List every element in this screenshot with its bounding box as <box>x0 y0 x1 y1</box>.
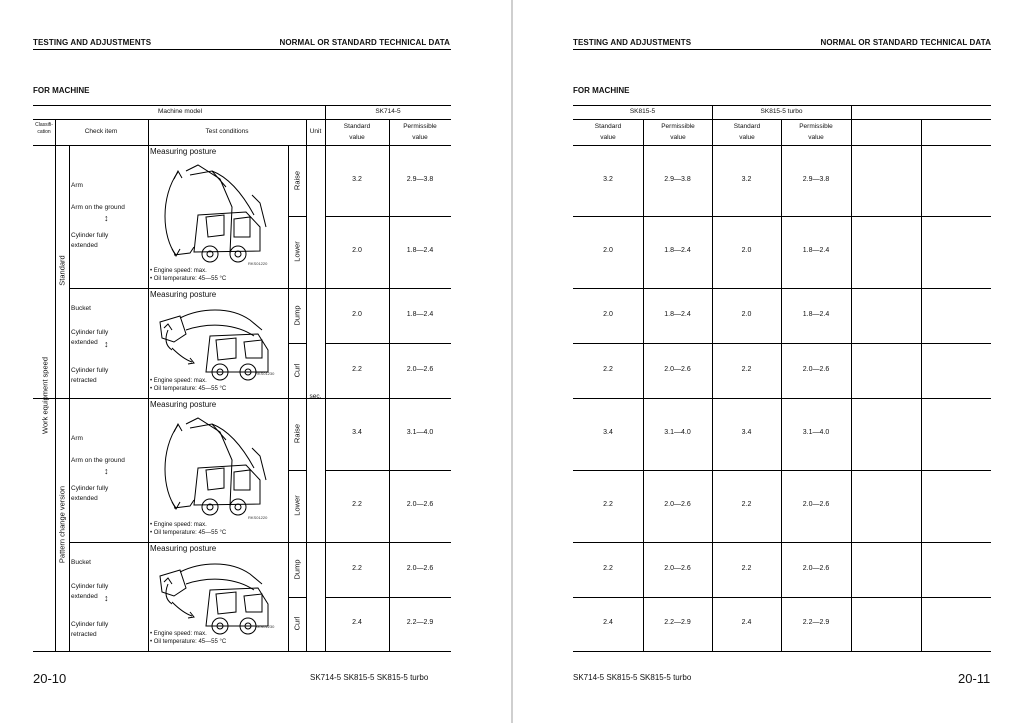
work-equipment-speed-label: Work equipment speed <box>40 357 50 434</box>
table-hline <box>288 343 306 344</box>
table-hline <box>325 343 451 344</box>
measuring-posture-label: Measuring posture <box>150 400 217 409</box>
check-item: Bucket <box>71 559 91 566</box>
permissible-value: 2.0—2.6 <box>664 365 691 373</box>
condition-oil-temperature: • Oil temperature: 45—55 °C <box>150 386 227 392</box>
table-hline <box>325 216 451 217</box>
permissible-value: 1.8—2.4 <box>802 310 830 318</box>
value-header: Standard value <box>733 123 761 141</box>
standard-value: 3.2 <box>741 175 752 183</box>
condition-oil-temperature: • Oil temperature: 45—55 °C <box>150 530 227 536</box>
table-hline <box>573 398 991 399</box>
standard-value-header: Standard value <box>343 123 371 141</box>
table-hline <box>33 651 451 652</box>
standard-value: 2.0 <box>741 310 752 318</box>
measuring-posture-label: Measuring posture <box>150 290 217 299</box>
standard-value: 2.0 <box>603 247 613 254</box>
check-item-header: Check item <box>84 128 118 135</box>
standard-value: 3.4 <box>741 429 752 436</box>
table-hline <box>573 343 991 344</box>
permissible-value: 1.8—2.4 <box>406 310 434 318</box>
standard-value: 2.0 <box>352 310 362 318</box>
operation-label: Raise <box>292 423 302 444</box>
permissible-value: 1.8—2.4 <box>664 247 691 254</box>
table-hline <box>325 597 451 598</box>
check-item: Cylinder fully retracted <box>71 367 109 384</box>
figure-id: RKS01230 <box>255 624 275 629</box>
table-hline <box>325 288 451 289</box>
section-header-left: TESTING AND ADJUSTMENTS <box>573 38 692 47</box>
condition-oil-temperature: • Oil temperature: 45—55 °C <box>150 639 227 645</box>
header-rule <box>573 49 991 50</box>
table-hline <box>573 470 991 471</box>
standard-value: 3.2 <box>352 175 362 183</box>
table-vline <box>306 119 307 651</box>
model-name: SK714-5 <box>375 108 401 115</box>
table-hline <box>573 542 991 543</box>
standard-value: 2.2 <box>741 365 752 373</box>
page-number: 20-10 <box>33 671 67 686</box>
permissible-value: 2.9—3.8 <box>406 175 434 183</box>
model-name-sk815: SK815-5 <box>629 108 656 115</box>
table-hline <box>325 470 451 471</box>
table-hline <box>573 651 991 652</box>
footer-models: SK714-5 SK815-5 SK815-5 turbo <box>310 673 429 682</box>
machine-figure-bucket-dump <box>150 300 286 382</box>
left-page <box>0 0 511 723</box>
classification-standard: Standard <box>57 255 67 286</box>
machine-figure-arm-raise <box>150 157 286 275</box>
check-item: Arm <box>71 182 83 189</box>
check-item: Cylinder fully extended <box>71 329 109 346</box>
permissible-value: 2.0—2.6 <box>406 365 434 373</box>
table-vline <box>69 145 70 651</box>
permissible-value: 2.9—3.8 <box>802 175 830 183</box>
permissible-value: 2.0—2.6 <box>802 501 830 508</box>
footer-models: SK714-5 SK815-5 SK815-5 turbo <box>573 673 692 682</box>
permissible-value-header: Permissible value <box>403 123 437 141</box>
machine-figure-arm-raise <box>150 410 286 528</box>
table-hline <box>573 288 991 289</box>
permissible-value: 2.0—2.6 <box>406 501 434 508</box>
table-hline <box>325 542 451 543</box>
section-header-left: TESTING AND ADJUSTMENTS <box>33 38 152 47</box>
table-hline <box>288 216 306 217</box>
table-vline <box>148 119 149 651</box>
page-number: 20-11 <box>958 671 991 686</box>
permissible-value: 1.8—2.4 <box>802 247 830 254</box>
standard-value: 2.2 <box>603 564 613 572</box>
permissible-value: 2.0—2.6 <box>664 564 691 572</box>
measuring-posture-label: Measuring posture <box>150 147 217 156</box>
section-title: FOR MACHINE <box>33 86 90 95</box>
standard-value: 2.4 <box>352 619 362 626</box>
section-title: FOR MACHINE <box>573 86 630 95</box>
model-name-sk815-turbo: SK815-5 turbo <box>760 108 803 115</box>
table-hline <box>573 119 991 120</box>
operation-label: Raise <box>292 170 302 190</box>
standard-value: 3.2 <box>603 175 613 183</box>
table-hline <box>573 145 991 146</box>
table-hline <box>288 597 306 598</box>
value-header: Standard value <box>594 123 622 141</box>
test-conditions-header: Test conditions <box>205 128 249 135</box>
standard-value: 2.4 <box>603 619 613 626</box>
table-hline <box>288 470 306 471</box>
check-item: Cylinder fully extended <box>71 583 109 600</box>
condition-engine-speed: • Engine speed: max. <box>150 378 207 384</box>
standard-value: 2.0 <box>741 247 752 254</box>
table-vline <box>851 119 852 651</box>
standard-value: 3.4 <box>352 429 362 436</box>
operation-label: Curl <box>292 363 302 377</box>
standard-value: 3.4 <box>603 429 613 436</box>
permissible-value: 2.0—2.6 <box>802 564 830 572</box>
unit-value: sec. <box>309 393 322 400</box>
permissible-value: 1.8—2.4 <box>406 247 434 254</box>
permissible-value: 1.8—2.4 <box>664 310 691 318</box>
standard-value: 2.2 <box>741 501 752 508</box>
condition-engine-speed: • Engine speed: max. <box>150 268 207 274</box>
condition-engine-speed: • Engine speed: max. <box>150 631 207 637</box>
standard-value: 2.2 <box>603 365 613 373</box>
permissible-value: 2.9—3.8 <box>664 175 691 183</box>
double-arrow-icon: ↕ <box>104 213 109 223</box>
header-rule <box>33 49 451 50</box>
standard-value: 2.2 <box>352 564 362 572</box>
permissible-value: 2.2—2.9 <box>664 619 691 626</box>
check-item: Cylinder fully extended <box>71 232 109 249</box>
table-hline <box>573 597 991 598</box>
table-hline <box>573 105 991 106</box>
unit-header: Unit <box>309 128 322 135</box>
right-page <box>513 0 1024 723</box>
figure-id: RKS01230 <box>255 371 275 376</box>
classification-header: Classifi- cation <box>35 122 53 135</box>
table-hline <box>69 288 325 289</box>
table-vline <box>851 105 852 119</box>
value-header: Permissible value <box>799 123 833 141</box>
permissible-value: 3.1—4.0 <box>406 429 434 436</box>
permissible-value: 2.0—2.6 <box>406 564 434 572</box>
table-vline <box>921 119 922 651</box>
operation-label: Lower <box>292 495 302 516</box>
operation-label: Dump <box>292 305 302 326</box>
figure-id: RKS01220 <box>248 515 268 520</box>
check-item: Cylinder fully extended <box>71 485 109 502</box>
operation-label: Dump <box>292 559 302 580</box>
section-header-right: NORMAL OR STANDARD TECHNICAL DATA <box>279 38 450 47</box>
condition-oil-temperature: • Oil temperature: 45—55 °C <box>150 276 227 282</box>
check-item: Cylinder fully retracted <box>71 621 109 638</box>
standard-value: 2.0 <box>352 247 362 254</box>
table-hline <box>33 105 451 106</box>
permissible-value: 3.1—4.0 <box>802 429 830 436</box>
section-header-right: NORMAL OR STANDARD TECHNICAL DATA <box>820 38 991 47</box>
standard-value: 2.2 <box>603 501 613 508</box>
permissible-value: 2.2—2.9 <box>802 619 830 626</box>
classification-pattern-change: Pattern change version <box>57 485 67 564</box>
standard-value: 2.2 <box>741 564 752 572</box>
check-item: Bucket <box>71 305 91 312</box>
permissible-value: 2.2—2.9 <box>406 619 434 626</box>
standard-value: 2.4 <box>741 619 752 626</box>
table-hline <box>573 216 991 217</box>
condition-engine-speed: • Engine speed: max. <box>150 522 207 528</box>
table-vline <box>288 145 289 651</box>
standard-value: 2.2 <box>352 365 362 373</box>
permissible-value: 2.0—2.6 <box>802 365 830 373</box>
standard-value: 2.0 <box>603 310 613 318</box>
machine-model-label: Machine model <box>157 108 203 115</box>
check-item: Arm <box>71 435 83 442</box>
measuring-posture-label: Measuring posture <box>150 544 217 553</box>
double-arrow-icon: ↕ <box>104 466 109 476</box>
permissible-value: 2.0—2.6 <box>664 501 691 508</box>
table-vline <box>55 119 56 651</box>
standard-value: 2.2 <box>352 501 362 508</box>
double-arrow-icon: ↕ <box>104 339 109 349</box>
operation-label: Lower <box>292 241 302 262</box>
figure-id: RKS01220 <box>248 261 268 266</box>
check-item: Arm on the ground <box>71 204 125 211</box>
table-hline <box>69 542 325 543</box>
permissible-value: 3.1—4.0 <box>664 429 691 436</box>
double-arrow-icon: ↕ <box>104 593 109 603</box>
check-item: Arm on the ground <box>71 457 125 464</box>
value-header: Permissible value <box>661 123 695 141</box>
operation-label: Curl <box>292 616 302 631</box>
